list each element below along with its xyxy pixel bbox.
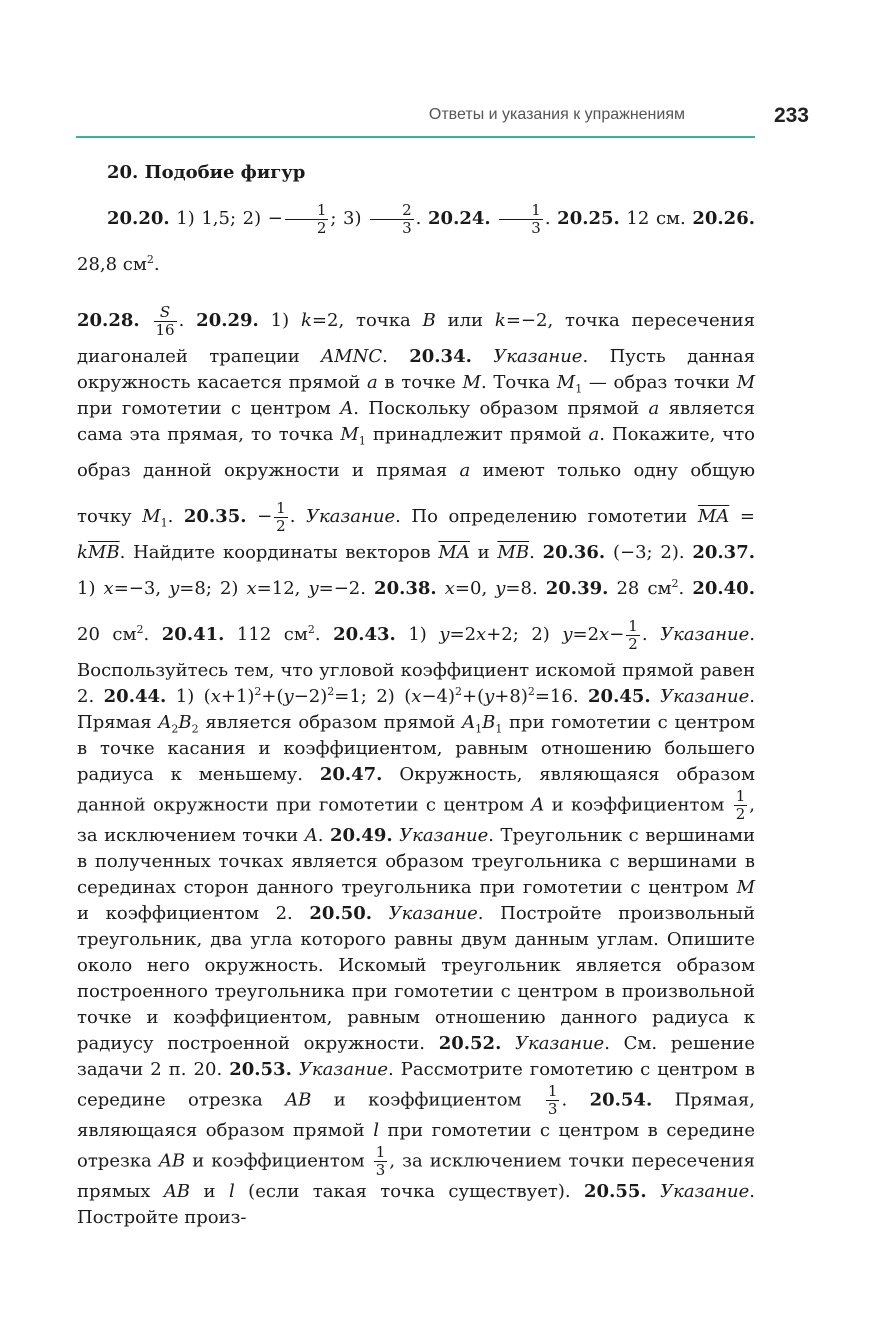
- answers-paragraph-1: 20.20. 1) 1,5; 2) − $\frac{1}{2}$ ; 3) $\frac{2}{3}$ . 20.24. $\frac{1}{3}$ . 20.25. 12 см. 20.26. 28,8 $см^2$.: [77, 200, 755, 275]
- section-title: 20. Подобие фигур: [107, 162, 306, 183]
- header-rule: [76, 136, 755, 138]
- page-number: 233: [773, 104, 809, 127]
- answers-paragraph-2: 20.28. $\frac{S}{16}$ . 20.29. 1) k=2, точка B или k=−2, точка пересечения диагоналей трапеции AMNC. 20.34. Указание. Пусть данная окружность касается прямой a в точке M. Точка $M_1$ — образ точки M при гомотетии с центром A. Поскольку образом прямой a является сама эта прямая, то точка $M_1$ принадлежит прямой a. Покажите, что образ данной окружности и прямая a имеют только одну общую точку $M_1$. 20.35. − $\frac{1}{2}$ . Указание. По определению гомотетии $\overline{MA} = k\overline{MB}$. Найдите координаты векторов $\overline{MA}$ и $\overline{MB}$. 20.36. (−3; 2). 20.37. 1) x=−3, y=8; 2) x=12, y=−2. 20.38. x=0, y=8. 20.39. 28 $см^2$. 20.40. 20 $см^2$. 20.41. 112 $см^2$. 20.43. 1) y=2x+2; 2) y=2x− $\frac{1}{2}$ . Указание. Воспользуйтесь тем, что угловой коэффициент искомой прямой равен 2. 20.44. 1) $(x+1)^2+(y-2)^2=1$; 2) $(x-4)^2+(y+8)^2=16$. 20.45. Указание. Прямая $A_2B_2$ является образом прямой $A_1B_1$ при гомотетии с центром в точке касания и коэффициентом, равным отношению большего радиуса к меньшему. 20.47. Окружность, являющаяся образом данной окружности при гомотетии с центром A и коэффициентом $\frac{1}{2}$ , за исключением точки A. 20.49. Указание. Треугольник с вершинами в полученных точках является образом треугольника с вершинами в серединах сторон данного треугольника при гомотетии с центром M и коэффициентом 2. 20.50. Указание. Постройте произвольный треугольник, два угла которого равны двум данным углам. Опишите около него окружность. Искомый треугольник является образом построенного треугольника при гомотетии с центром в произвольной точке и коэффициентом, равным отношению данного радиуса к радиусу построенной окружности. 20.52. Указание. См. решение задачи 2 п. 20. 20.53. Указание. Рассмотрите гомотетию с центром в середине отрезка AB и коэффициентом $\frac{1}{3}$ . 20.54. Прямая, являющаяся образом прямой l при гомотетии с центром в середине отрезка AB и коэффициентом $\frac{1}{3}$ , за исключением точки пересечения прямых AB и l (если такая точка существует). 20.55. Указание. Постройте произ-: [77, 302, 756, 1228]
- running-title: Ответы и указания к упражнениям: [428, 106, 685, 123]
- page-header: [76, 104, 809, 134]
- page-body: [77, 158, 755, 1231]
